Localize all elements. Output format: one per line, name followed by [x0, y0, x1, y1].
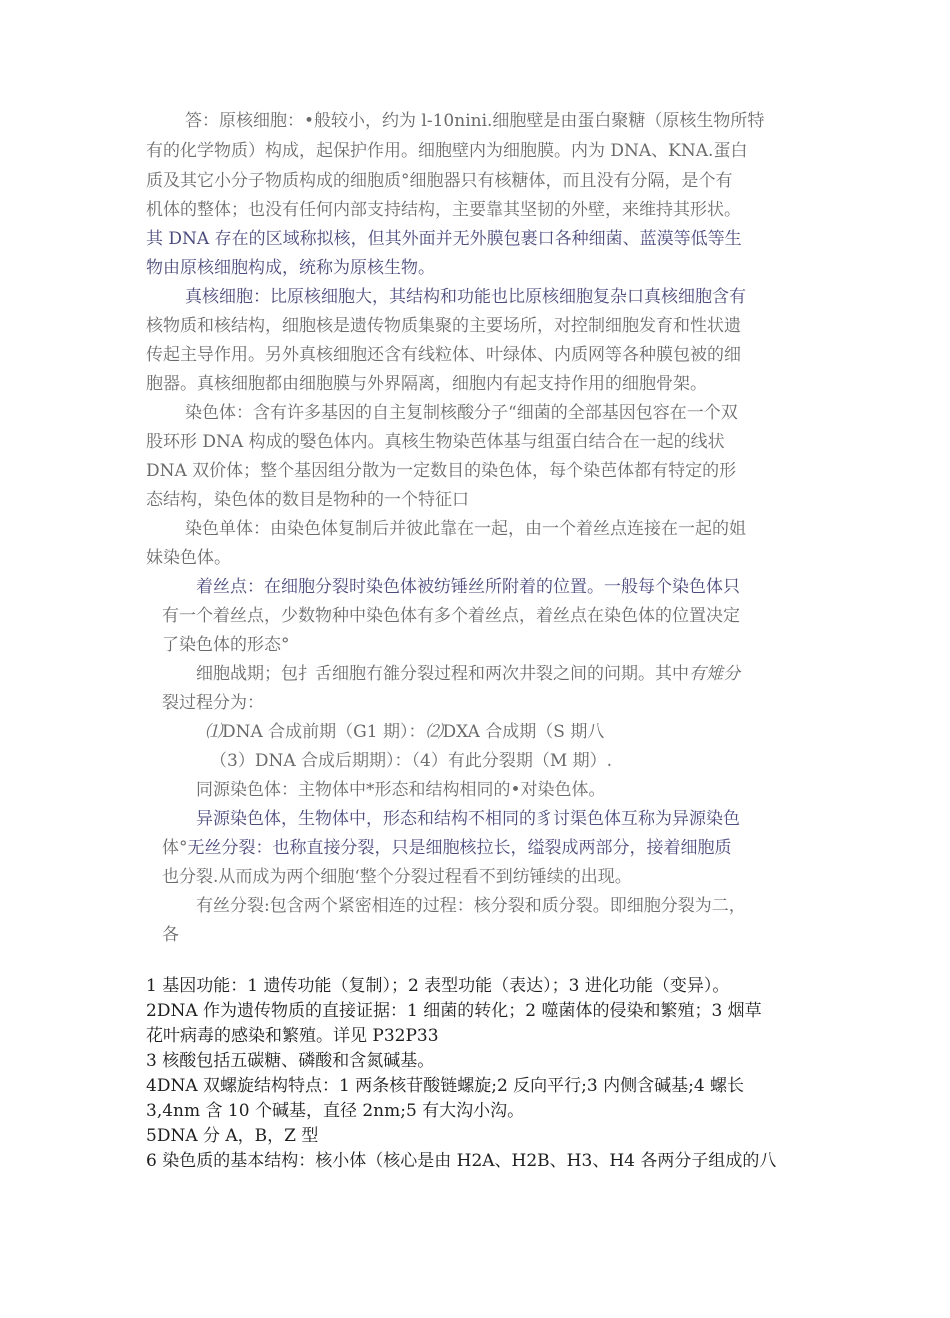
text-line	[196, 663, 740, 685]
text-line: 态结构，染色体的数目是物种的一个特征口	[146, 490, 469, 510]
text-line: 3,4nm 含 10 个碱基，直径 2nm;5 有大沟小沟。	[146, 1101, 525, 1121]
text-line: 1 基因功能：1 遗传功能（复制）；2 表型功能（表达）；3 进化功能（变异）。	[146, 976, 730, 996]
text-line: 了染色体的形态°	[162, 635, 290, 655]
text-line: 核物质和核结构，细胞核是遗传物质集聚的主要场所，对控制细胞发育和性状遗	[146, 316, 741, 336]
text-span: 无丝分裂：也称直接分裂，只是细胞核拉长，缢裂成两部分，接着细胞质	[187, 838, 732, 858]
text-line: 6 染色质的基本结构：核小体（核心是由 H2A、H2B、H3、H4 各两分子组成的八	[146, 1151, 777, 1171]
text-line: 真核细胞：比原核细胞大，其结构和功能也比原核细胞复杂口真核细胞含有	[185, 287, 746, 307]
text-span-italic: 有雉分	[689, 664, 740, 684]
text-line: 有的化学物质）构成，起保护作用。细胞壁内为细胞膜。内为 DNA、KNA.蛋白	[146, 141, 748, 161]
text-line: 妹染色体。	[146, 548, 231, 568]
text-line: 异源染色体，生物体中，形态和结构不相同的豸讨渠色体互称为异源染色	[196, 809, 740, 829]
text-span-italic: ⑴	[205, 722, 222, 742]
text-span: 细胞战期；包扌舌细胞冇雒分裂过程和两次井裂之间的问期。其中	[196, 664, 689, 684]
text-line: 4DNA 双螺旋结构特点：1 两条核苷酸链螺旋;2 反向平行;3 内侧含碱基;4 螺长	[146, 1076, 745, 1096]
text-line: 传起主导作用。另外真核细胞还含有线粒体、叶绿体、内质网等各种膜包被的细	[146, 345, 741, 365]
text-span: DNA 合成前期（G1 期）：	[222, 722, 426, 742]
text-line	[162, 837, 732, 859]
text-line: 同源染色体：主物体中*形态和结构相同的•对染色体。	[196, 780, 606, 800]
text-line: 也分裂.从而成为两个细胞‘整个分裂过程看不到纺锤续的出现。	[162, 867, 632, 887]
text-line: 着丝点：在细胞分裂时染色体被纺锤丝所附着的位置。一般每个染色体只	[196, 577, 740, 597]
text-line	[205, 721, 604, 743]
text-line: 股环形 DNA 构成的嫛色体内。真核生物染芭体基与组蛋白结合在一起的线状	[146, 432, 725, 452]
text-line: DNA 双价体；整个基因组分散为一定数目的染色体，每个染芭体都有特定的形	[146, 461, 737, 481]
text-line: 裂过程分为：	[162, 693, 264, 713]
text-span: DXA 合成期（S 期八	[442, 722, 605, 742]
text-line: 其 DNA 存在的区域称拟核，但其外面并无外膜包裹口各种细菌、蓝漠等低等生	[146, 229, 742, 249]
text-line: 质及其它小分子物质构成的细胞质°细胞器只有核糖体，而且没有分隔，是个有	[146, 171, 733, 191]
text-line: 5DNA 分 A，B，Z 型	[146, 1126, 319, 1146]
text-line: 花叶病毒的感染和繁殖。详见 P32P33	[146, 1026, 439, 1046]
text-line: 有丝分裂:包含两个紧密相连的过程：核分裂和质分裂。即细胞分裂为二，	[196, 896, 746, 916]
text-line: 答：原核细胞：•般较小，约为 l-10nini.细胞壁是由蛋白聚糖（原核生物所特	[185, 111, 765, 131]
text-line: 2DNA 作为遗传物质的直接证据：1 细菌的转化；2 噬菌体的侵染和繁殖；3 烟草	[146, 1001, 762, 1021]
text-line: 染色单体：由染色体复制后并彼此靠在一起，由一个着丝点连接在一起的姐	[185, 519, 746, 539]
text-line: （3）DNA 合成后期期）：（4）有此分裂期（M 期）.	[210, 751, 613, 771]
text-line: 染色体：含有许多基因的自主复制核酸分子“细菌的全部基因包容在一个双	[185, 403, 738, 423]
text-span-italic: ⑵	[425, 722, 443, 742]
text-line: 机体的整体；也没有任何内部支持结构，主要靠其坚韧的外壁，来维持其形状。	[146, 200, 741, 220]
text-line: 物由原核细胞构成，统称为原核生物。	[146, 258, 435, 278]
text-line: 各	[162, 925, 179, 945]
text-line: 3 核酸包括五碳糖、磷酸和含氮碱基。	[146, 1051, 435, 1071]
text-line: 有一个着丝点，少数物种中染色体有多个着丝点，着丝点在染色体的位置决定	[162, 606, 740, 626]
text-span: 体°	[162, 838, 188, 858]
text-line: 胞器。真核细胞都由细胞膜与外界隔离，细胞内有起支持作用的细胞骨架。	[146, 374, 707, 394]
